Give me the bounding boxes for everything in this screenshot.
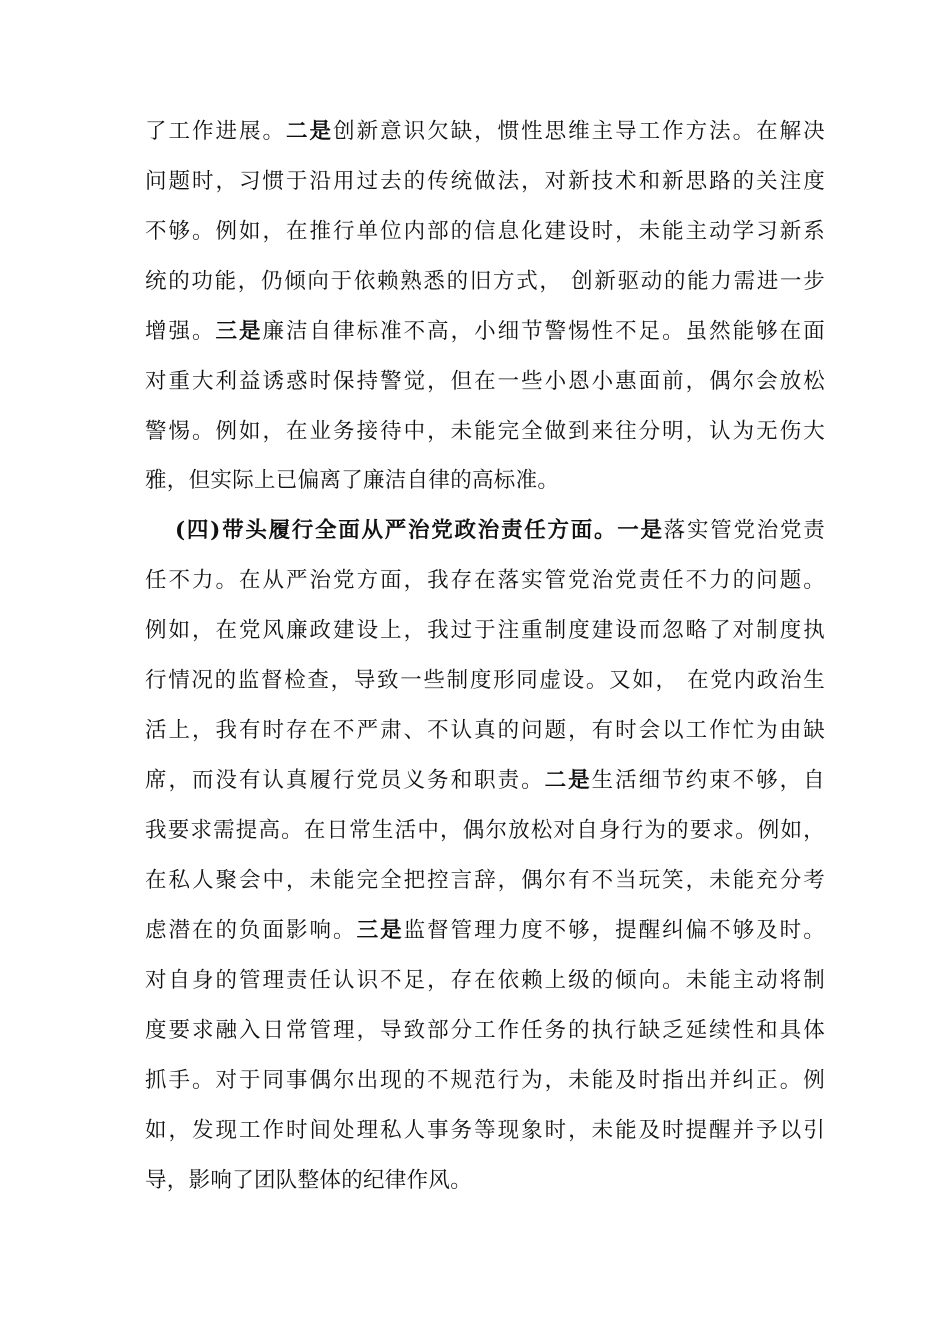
text-line [145,212,825,252]
text-line [145,861,825,901]
text-line [145,1111,825,1151]
text-line [145,711,825,751]
text-line [145,811,825,851]
body-text: 如，发现工作时间处理私人事务等现象时，未能及时提醒并予以引 [145,1118,825,1143]
body-text: 生活细节约束不够，自 [591,768,825,793]
body-text: 问题时，习惯于沿用过去的传统做法，对新技术和新思路的关注度 [145,169,825,194]
text-line [145,412,825,452]
text-line [145,611,825,651]
text-line [145,1011,825,1051]
text-line [145,461,825,501]
text-line [145,362,825,402]
text-line [145,561,825,601]
text-line [145,661,825,701]
bold-text: 三是 [215,319,263,344]
text-line [145,262,825,302]
text-line [145,112,825,152]
body-text: 落实管党治党责 [663,518,826,543]
text-line [145,961,825,1001]
body-text: 了工作进展。 [145,119,287,144]
text-line [175,511,825,551]
body-text: 雅，但实际上已偏离了廉洁自律的高标准。 [145,468,560,493]
bold-text: 二是 [286,119,334,144]
bold-text: (四)带头履行全面从严治党政治责任方面。一是 [175,518,664,543]
body-text: 在私人聚会中，未能完全把控言辞，偶尔有不当玩笑，未能充分考 [145,868,825,893]
body-text: 虑潜在的负面影响。 [145,918,357,943]
body-text: 活上，我有时存在不严肃、不认真的问题，有时会以工作忙为由缺 [145,718,825,743]
body-text: 抓手。对于同事偶尔出现的不规范行为，未能及时指出并纠正。例 [145,1068,825,1093]
text-line [145,911,825,951]
body-text: 导，影响了团队整体的纪律作风。 [145,1168,473,1193]
bold-text: 三是 [356,918,404,943]
text-line [145,312,825,352]
body-text: 统的功能，仍倾向于依赖熟悉的旧方式， 创新驱动的能力需进一步 [145,269,825,294]
body-text: 不够。例如，在推行单位内部的信息化建设时，未能主动学习新系 [145,219,825,244]
body-text: 席，而没有认真履行党员义务和职责。 [145,768,545,793]
bold-text: 二是 [544,768,592,793]
body-text: 创新意识欠缺，惯性思维主导工作方法。在解决 [333,119,825,144]
text-line [145,1061,825,1101]
body-text: 行情况的监督检查，导致一些制度形同虚设。又如， 在党内政治生 [145,668,825,693]
text-line [145,162,825,202]
text-line [145,1161,825,1201]
body-text: 廉洁自律标准不高，小细节警惕性不足。虽然能够在面 [262,319,825,344]
body-text: 增强。 [145,319,216,344]
body-text: 对重大利益诱惑时保持警觉，但在一些小恩小惠面前，偶尔会放松 [145,369,825,394]
body-text: 我要求需提高。在日常生活中，偶尔放松对自身行为的要求。例如， [145,818,825,843]
body-text: 度要求融入日常管理，导致部分工作任务的执行缺乏延续性和具体 [145,1018,825,1043]
text-line [145,761,825,801]
body-text: 任不力。在从严治党方面，我存在落实管党治党责任不力的问题。 [145,568,825,593]
body-text: 监督管理力度不够，提醒纠偏不够及时。 [403,918,825,943]
body-text: 例如，在党风廉政建设上，我过于注重制度建设而忽略了对制度执 [145,618,825,643]
body-text: 对自身的管理责任认识不足，存在依赖上级的倾向。未能主动将制 [145,968,825,993]
body-text: 警惕。例如，在业务接待中，未能完全做到来往分明，认为无伤大 [145,419,825,444]
